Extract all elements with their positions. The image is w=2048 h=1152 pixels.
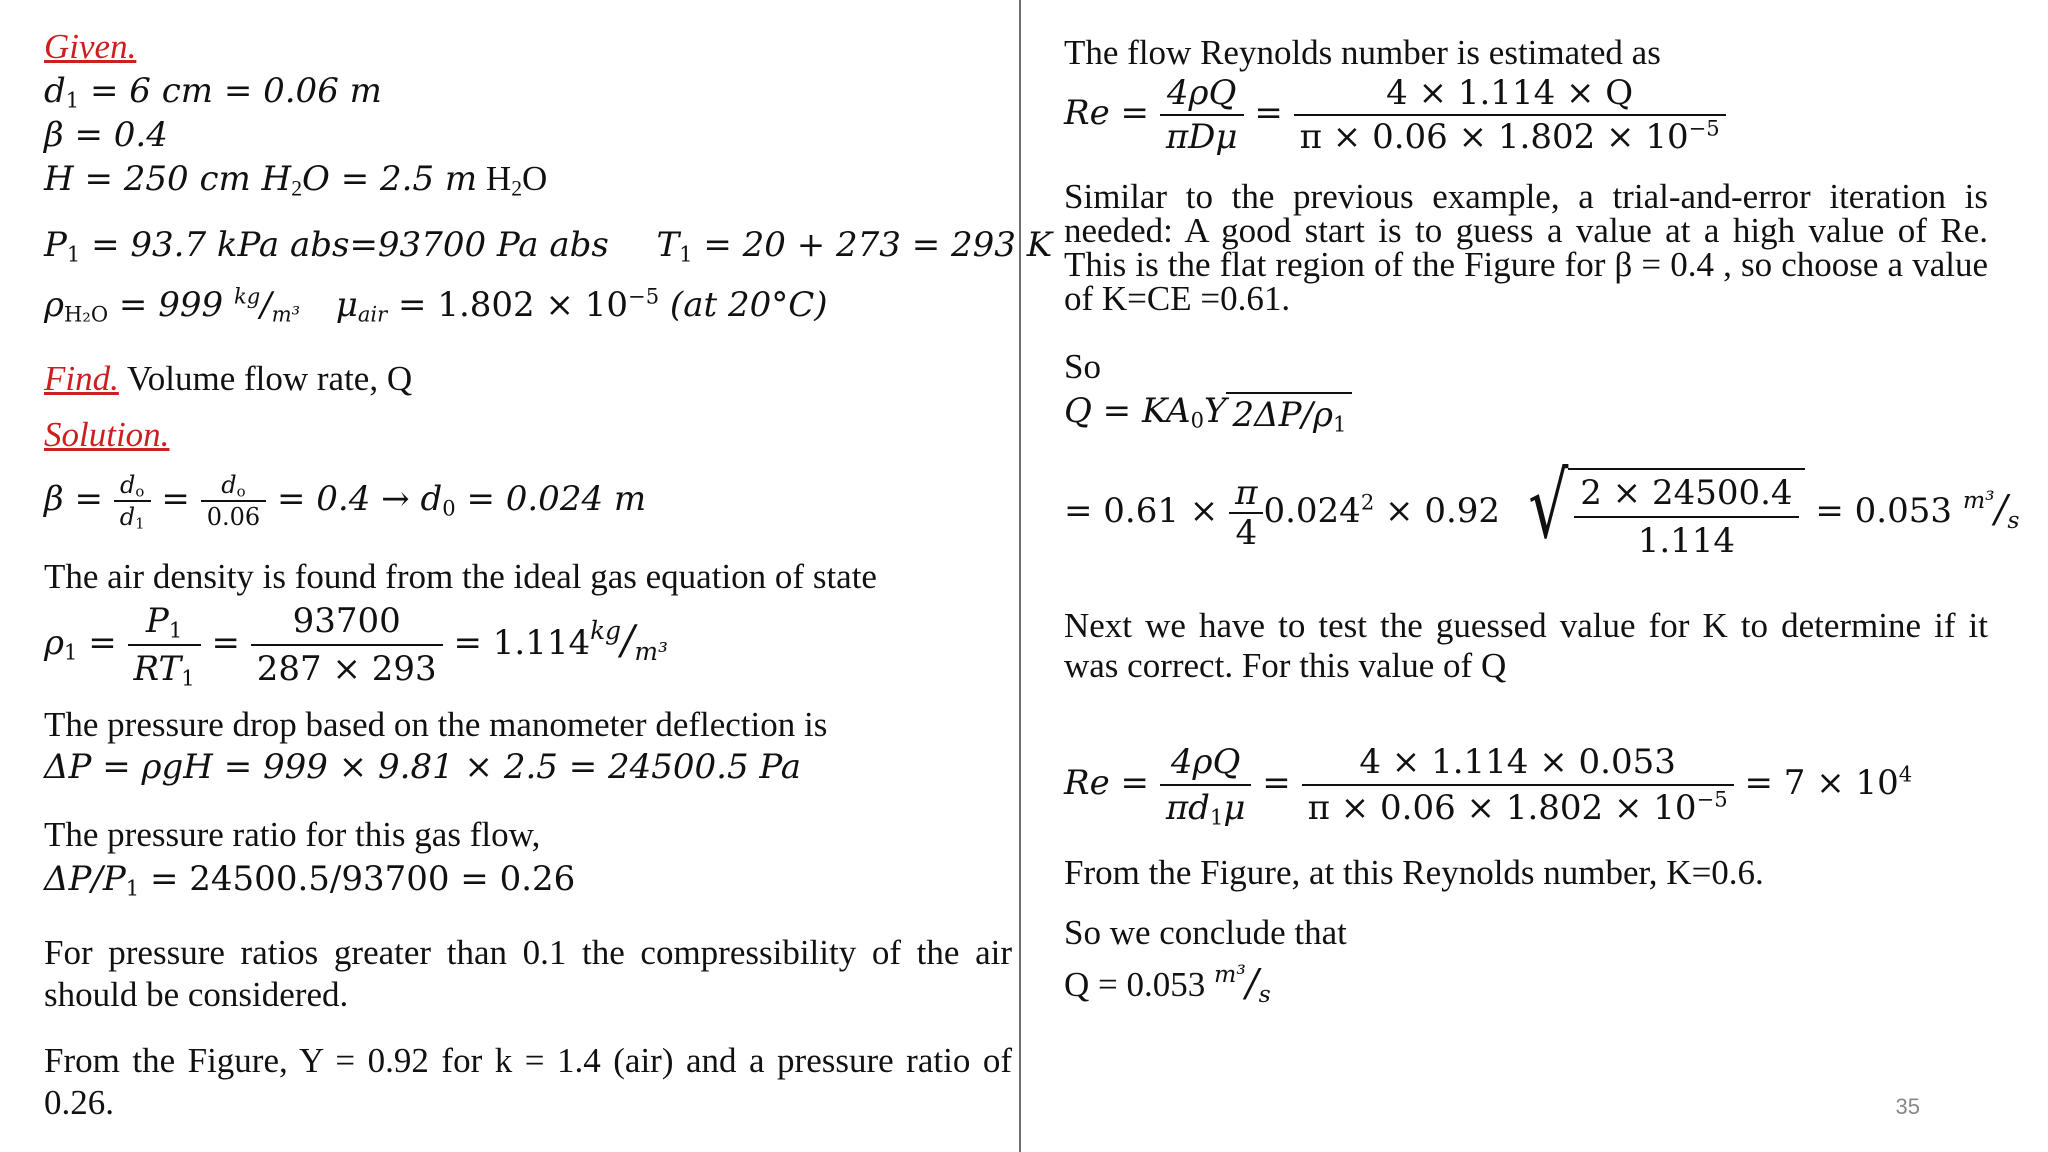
given-head: H = 250 cm $H_2O = 2.5$ m $H_2O$ (44, 159, 548, 201)
pressure-ratio-text: The pressure ratio for this gas flow, (44, 815, 541, 854)
solution-heading: Solution. (44, 415, 170, 454)
given-rho-mu: $\rho_{H_2O} = 999$ $^{kg}/_{m^3}$ $\mu_{air} = 1.802 \times 10^{-5}$ (at 20°C) (44, 283, 828, 327)
reynolds-equation-2: Re = $\frac{4\rho Q}{\pi d_1\mu}$ = $\frac{4 \times 1.114 \times 0.053}{\pi \times 0.06 \times 1.802 \times 10^{-5}}$ = $7 \times 10^4$ (1064, 742, 1913, 830)
column-divider (1019, 0, 1021, 1152)
air-density-text: The air density is found from the ideal gas equation of state (44, 557, 877, 596)
pressure-drop-equation: ΔP = ρgH = 999 × 9.81 × 2.5 = 24500.5 Pa (44, 747, 802, 787)
next-test-paragraph: Next we have to test the guessed value for K to determine if it was correct. For this value of Q (1064, 606, 1988, 685)
pressure-ratio-equation: $\Delta P/P_1 = 24500.5/93700 = 0.26$ (44, 859, 576, 901)
so-label: So (1064, 347, 1101, 386)
q-calculation: = 0.61 × $\frac{\pi}{4}$ $0.024^2 \times 0.92$ √ $\frac{2 \times 24500.4}{1.114}$ = 0.053 $^{m^3}/_s$ (1064, 462, 2020, 564)
figure-y-paragraph: From the Figure, Y = 0.92 for k = 1.4 (air) and a pressure ratio of 0.26. (44, 1041, 1012, 1122)
reynolds-equation-1: Re = 4ρQ πDμ = $\frac{4 \times 1.114 \times Q}{\pi \times 0.06 \times 1.802 \times 10^{-5}}$ (1064, 72, 1726, 158)
pressure-drop-text: The pressure drop based on the manometer deflection is (44, 705, 828, 744)
reynolds-intro: The flow Reynolds number is estimated as (1064, 33, 1661, 72)
given-heading: Given. (44, 27, 137, 66)
q-formula: $Q = KA_0Y$ $2\Delta P/\rho_1$ (1064, 390, 1352, 436)
find-line: Find. Volume flow rate, Q (44, 359, 413, 398)
conclude-text: So we conclude that (1064, 913, 1347, 952)
given-d1: $d_1 = 6$ cm = 0.06 m (44, 71, 382, 113)
given-beta: β = 0.4 (44, 115, 168, 155)
rho1-equation: $\rho_1$ = $\frac{P_1}{RT_1}$ = $\frac{93700}{287 \times 293}$ = $1.114^{kg}/_{m^3}$ (44, 601, 668, 691)
final-q: Q = 0.053 $^{m^3}/_s$ (1064, 959, 1271, 1008)
beta-equation: β = $\frac{d_o}{d_1}$ = $\frac{d_o}{0.06}$ = $0.4 \to d_0 = 0.024$ m (44, 471, 647, 533)
from-figure-k: From the Figure, at this Reynolds number, K=0.6. (1064, 853, 1764, 892)
trial-error-paragraph: Similar to the previous example, a trial-and-error iteration is needed: A good start is to guess a value at a high value of Re. This is the flat region of the Figure for β = 0.4 , so choose a value of K=CE =0.61. (1064, 177, 1988, 318)
compressibility-paragraph: For pressure ratios greater than 0.1 the compressibility of the air should be considered. (44, 933, 1012, 1014)
page-number: 35 (1895, 1094, 1920, 1119)
given-p1-t1: $P_1 = 93.7$ kPa abs=93700 Pa abs $T_1 = 20 + 273 = 293$ K (44, 225, 1053, 267)
